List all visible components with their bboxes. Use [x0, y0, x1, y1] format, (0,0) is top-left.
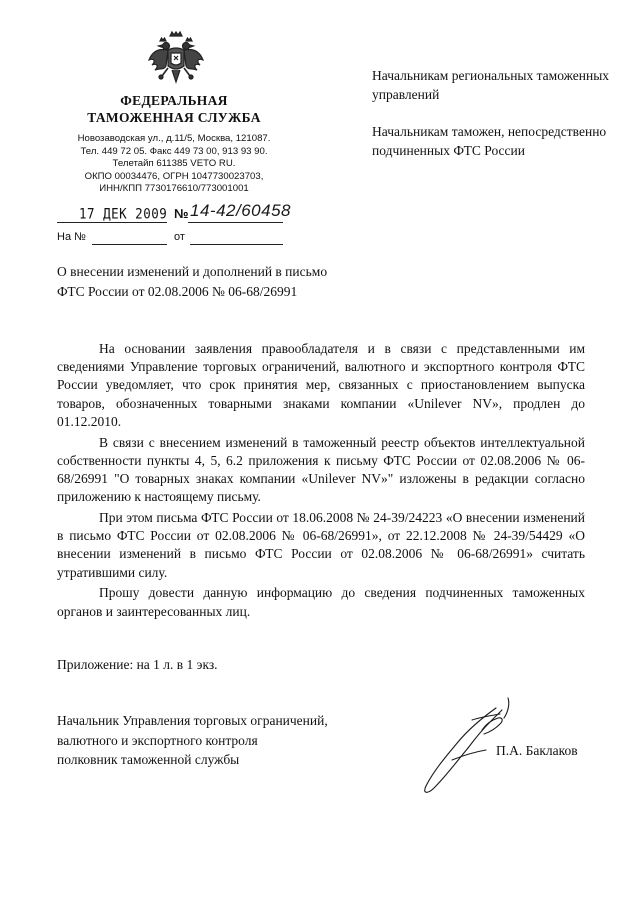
- address-line: Новозаводская ул., д.11/5, Москва, 121087.: [77, 133, 271, 144]
- reference-date-line: [190, 244, 283, 245]
- organization-name: [40, 92, 308, 126]
- organization-address: [40, 133, 308, 196]
- addressee-regional: Начальникам региональных таможенных управлений: [372, 68, 610, 102]
- letter-subject: О внесении изменений и дополнений в письмо ФТС России от 02.08.2006 № 06-68/26991: [57, 264, 328, 299]
- addressee-customs: Начальникам таможен, непосредственно подчиненных ФТС России: [372, 124, 607, 158]
- address-line: Телетайп 611385 VETO RU.: [112, 158, 236, 169]
- address-line: ОКПО 00034476, ОГРН 1047730023703,: [84, 170, 264, 182]
- coat-of-arms-icon: [146, 30, 206, 88]
- signatory-name: П.А. Баклаков: [496, 743, 578, 758]
- registration-number: 14-42/60458: [190, 201, 291, 220]
- number-sign: №: [174, 206, 189, 221]
- signatory-title-line: валютного и экспортного контроля: [57, 732, 258, 748]
- address-line: Тел. 449 72 05. Факс 449 73 00, 913 93 90.: [80, 145, 268, 157]
- attachment-note: Приложение: на 1 л. в 1 экз.: [57, 657, 218, 672]
- reference-number-label: На №: [57, 231, 86, 243]
- reference-date-label: от: [174, 231, 185, 243]
- body-paragraph: На основании заявления правообладателя и в связи с представленными им сведениями Управление торговых ограничений, валютного и экспортного контроля ФТС России уведомляет, что срок принятия мер, связанных с приостановлением выпуска товаров, обозначенных товарными знаками компании «Unilever NV», продлен до 01.12.2010.: [57, 341, 585, 429]
- signatory-title-line: полковник таможенной службы: [57, 752, 240, 767]
- org-name-line2: ТАМОЖЕННАЯ СЛУЖБА: [87, 110, 261, 125]
- signatory-title: [57, 711, 387, 770]
- body-paragraph: В связи с внесением изменений в таможенный реестр объектов интеллектуальной собственности пункты 4, 5, 6.2 приложения к письму ФТС России от 02.08.2006 № 06-68/26991 "О товарных знаках компании «Unilever NV»" изложены в редакции согласно приложению к настоящему письму.: [57, 434, 585, 505]
- reference-number-line: [92, 244, 167, 245]
- date-underline: [57, 222, 167, 223]
- registration-date: 17 ДЕК 2009: [79, 204, 168, 223]
- number-underline: [188, 222, 283, 223]
- letter-body: [57, 340, 585, 623]
- address-line: ИНН/КПП 7730176610/773001001: [99, 183, 249, 194]
- body-paragraph: Прошу довести данную информацию до сведения подчиненных таможенных органов и заинтересованных лиц.: [57, 585, 585, 619]
- body-paragraph: При этом письма ФТС России от 18.06.2008 № 24-39/24223 «О внесении изменений в письмо ФТС России от 02.08.2006 № 06-68/26991», от 22.12.2008 № 24-39/54429 «О внесении изменений в письмо ФТС России от 02.08.2006 № 06-68/26991» считать утратившими силу.: [57, 510, 585, 580]
- org-name-line1: ФЕДЕРАЛЬНАЯ: [120, 93, 228, 108]
- signatory-title-line: Начальник Управления торговых ограничений,: [57, 713, 328, 728]
